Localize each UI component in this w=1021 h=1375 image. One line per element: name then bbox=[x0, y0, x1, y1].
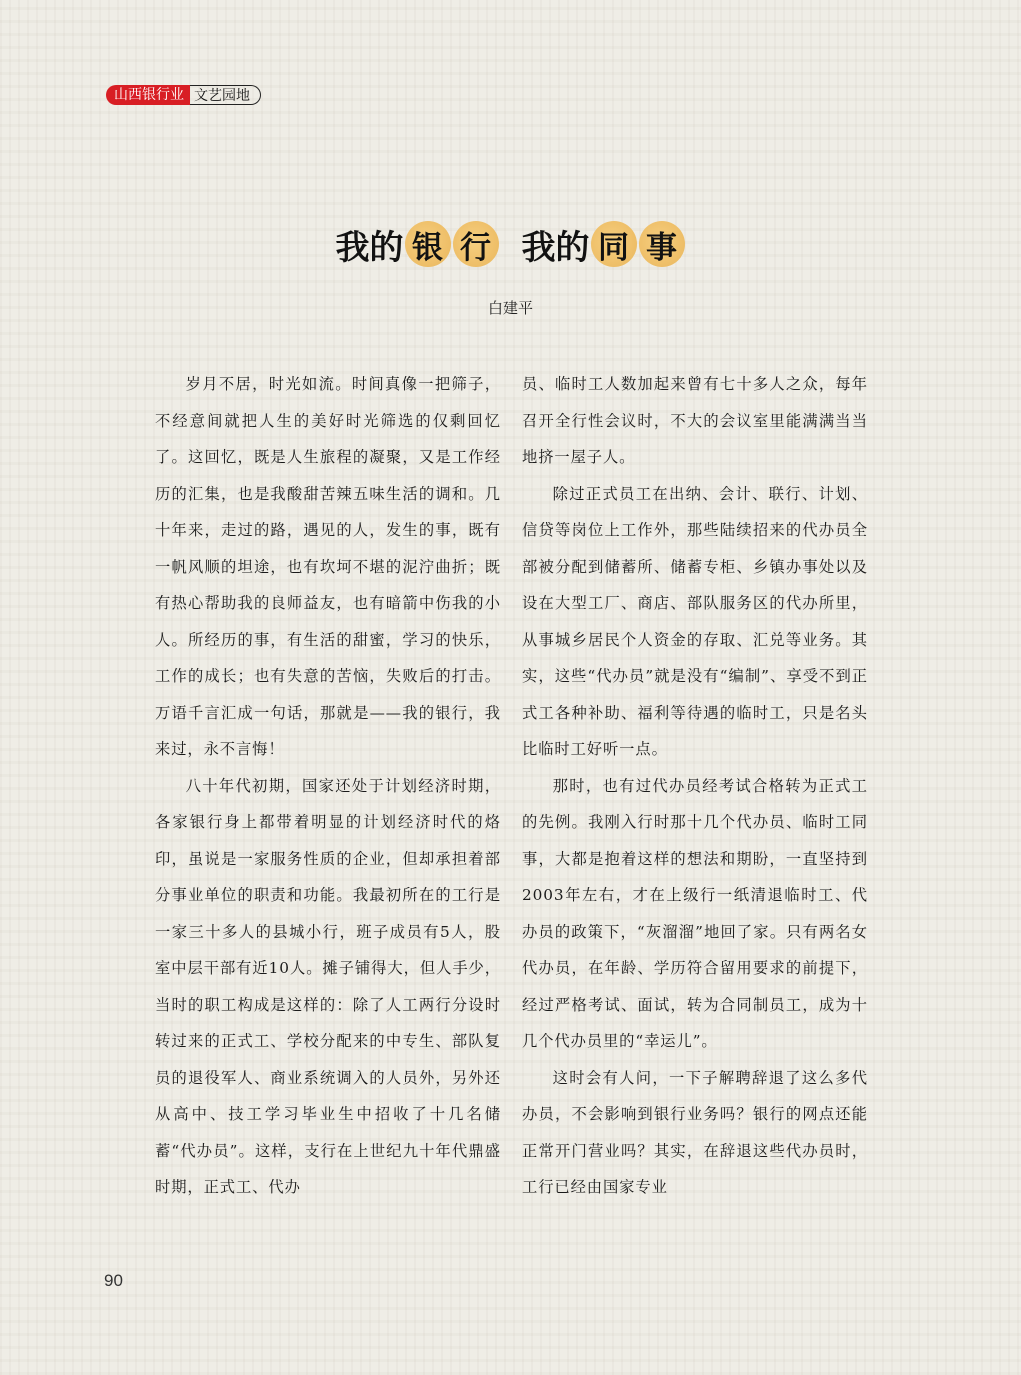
section-tag-bank: 山西银行业 bbox=[106, 85, 190, 105]
paragraph: 八十年代初期，国家还处于计划经济时期，各家银行身上都带着明显的计划经济时代的烙印，虽说是一家服务性质的企业，但却承担着部分事业单位的职责和功能。我最初所在的工行是一家三十多人的县城小行，班子成员有5人，股室中层干部有近10人。摊子铺得大，但人手少，当时的职工构成是这样的：除了人工两行分设时转过来的正式工、学校分配来的中专生、部队复员的退役军人、商业系统调入的人员外，另外还从高中、技工学习毕业生中招收了十几名储蓄“代办员”。这样，支行在上世纪九十年代鼎盛时期，正式工、代办 bbox=[155, 776, 501, 1196]
title-part2-plain: 我的 bbox=[521, 227, 590, 268]
author-name: 白建平 bbox=[487, 299, 533, 317]
paragraph: 员、临时工人数加起来曾有七十多人之众，每年召开全行性会议时，不大的会议室里能满满当当地挤一屋子人。 bbox=[522, 375, 868, 466]
left-column bbox=[155, 366, 501, 1206]
paragraph: 这时会有人问，一下子解聘辞退了这么多代办员，不会影响到银行业务吗？银行的网点还能正常开门营业吗？其实，在辞退这些代办员时，工行已经由国家专业 bbox=[522, 1068, 868, 1196]
section-tag bbox=[106, 85, 261, 105]
right-column bbox=[522, 366, 868, 1206]
page-number: 90 bbox=[104, 1271, 123, 1290]
title-highlight-char: 同 bbox=[591, 221, 637, 267]
section-tag-literary: 文艺园地 bbox=[190, 85, 261, 105]
title-highlight-char: 行 bbox=[453, 221, 499, 267]
title-highlight-char: 银 bbox=[405, 221, 451, 267]
title-part1-plain: 我的 bbox=[335, 227, 404, 268]
paragraph: 岁月不居，时光如流。时间真像一把筛子，不经意间就把人生的美好时光筛选的仅剩回忆了。这回忆，既是人生旅程的凝聚，又是工作经历的汇集，也是我酸甜苦辣五味生活的调和。几十年来，走过的路，遇见的人，发生的事，既有一帆风顺的坦途，也有坎坷不堪的泥泞曲折；既有热心帮助我的良师益友，也有暗箭中伤我的小人。所经历的事，有生活的甜蜜，学习的快乐，工作的成长；也有失意的苦恼，失败后的打击。万语千言汇成一句话，那就是——我的银行，我来过，永不言悔！ bbox=[155, 375, 501, 758]
paragraph: 除过正式员工在出纳、会计、联行、计划、信贷等岗位上工作外，那些陆续招来的代办员全部被分配到储蓄所、储蓄专柜、乡镇办事处以及设在大型工厂、商店、部队服务区的代办所里，从事城乡居民个人资金的存取、汇兑等业务。其实，这些“代办员”就是没有“编制”、享受不到正式工各种补助、福利等待遇的临时工，只是名头比临时工好听一点。 bbox=[522, 484, 868, 758]
paragraph: 那时，也有过代办员经考试合格转为正式工的先例。我刚入行时那十几个代办员、临时工同事，大都是抱着这样的想法和期盼，一直坚持到2003年左右，才在上级行一纸清退临时工、代办员的政策下，“灰溜溜”地回了家。只有两名女代办员，在年龄、学历符合留用要求的前提下，经过严格考试、面试，转为合同制员工，成为十几个代办员里的“幸运儿”。 bbox=[522, 776, 868, 1050]
title-highlight-char: 事 bbox=[639, 221, 685, 267]
article-title bbox=[0, 214, 1021, 274]
